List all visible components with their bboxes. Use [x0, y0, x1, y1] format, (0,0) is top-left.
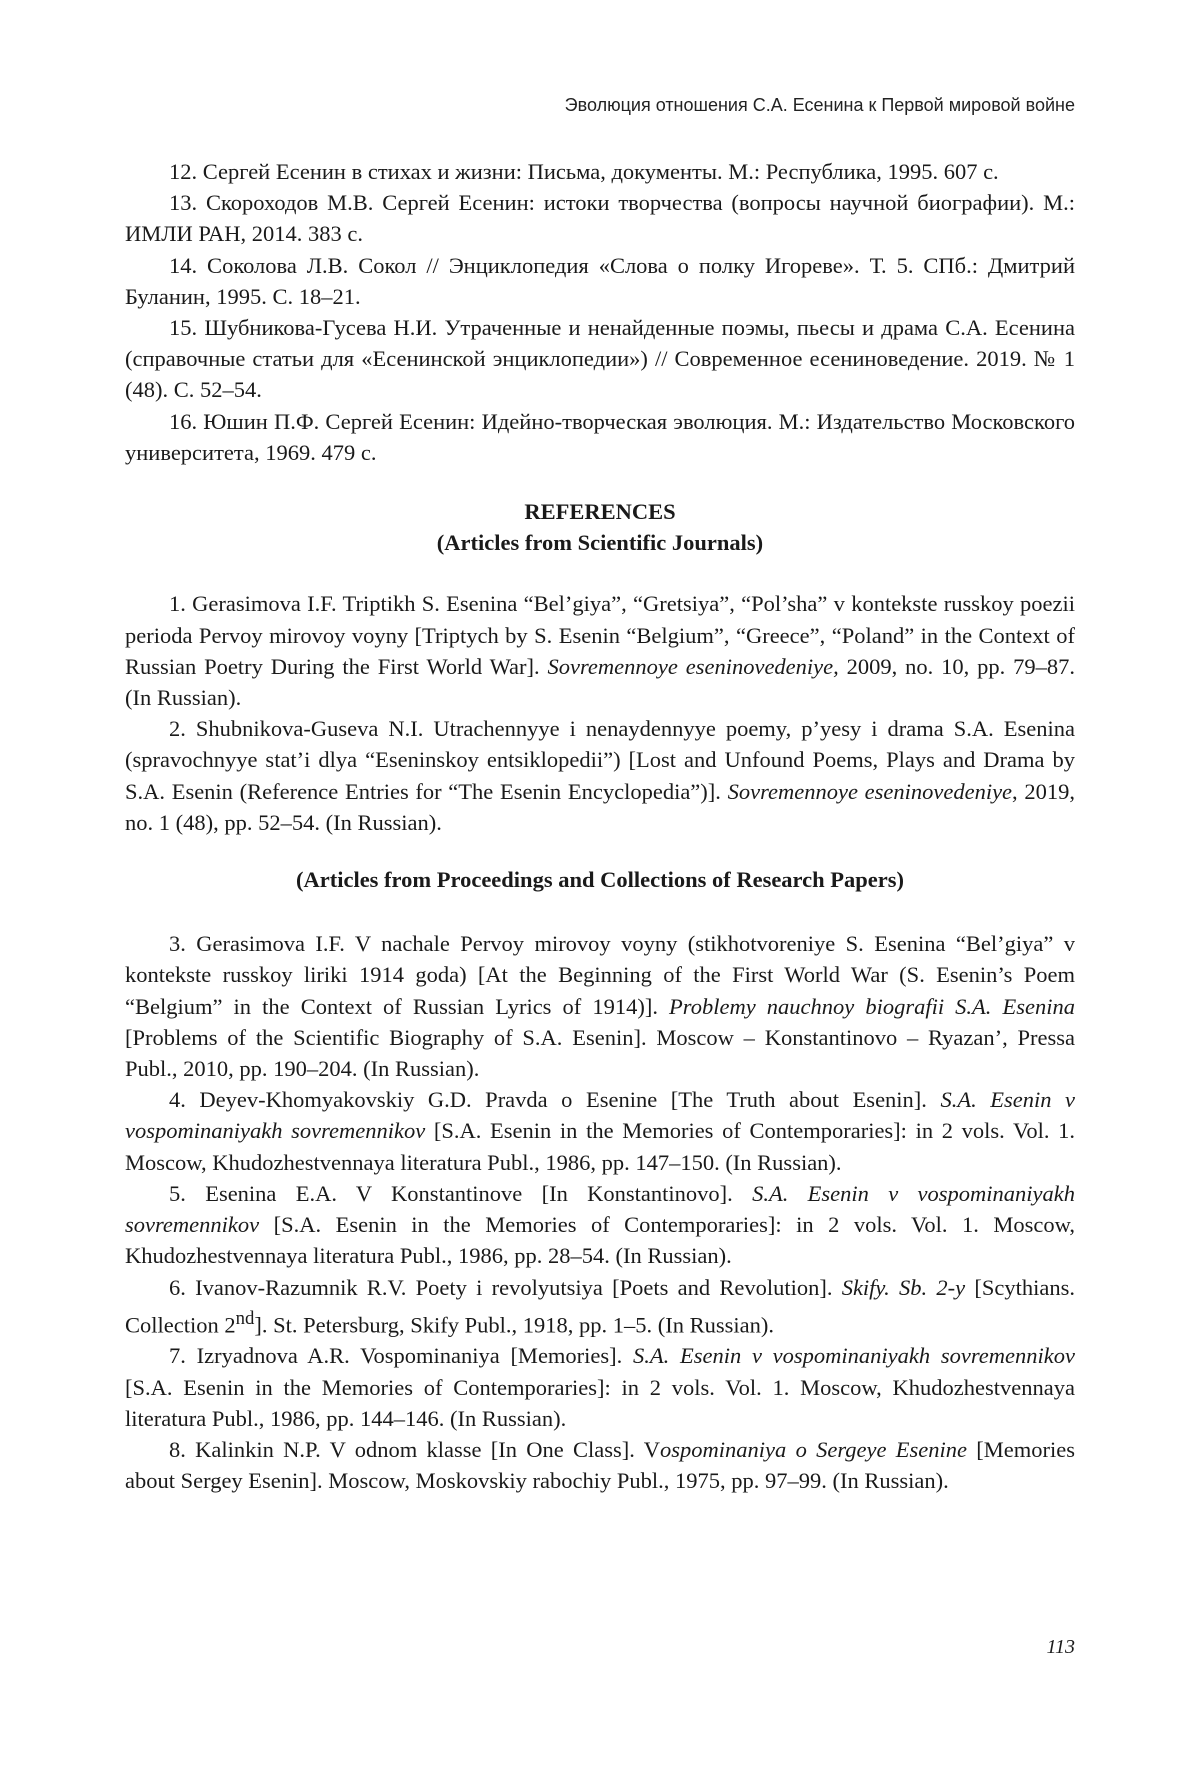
ref-source-title: S.A. Esenin v vospominaniyakh sovremennikov	[125, 1180, 1076, 1238]
section-proceedings-heading: (Articles from Proceedings and Collections of Research Papers)	[295, 867, 904, 893]
ref-source-title: Skify. Sb. 2-y	[841, 1274, 966, 1300]
ref-text: 1. Gerasimova I.F. Triptikh S. Esenina “Bel’giya”, “Gretsiya”, “Pol’sha” v kontekste russkoy poezii perioda Pervoy mirovoy voyny [Triptych by S. Esenin “Belgium”, “Greece”, “Poland” in the Context of Russian Poetry During the First World War].	[125, 591, 1075, 679]
running-header: Эволюция отношения С.А. Есенина к Первой мировой войне	[564, 95, 1075, 115]
ref-text: 3. Gerasimova I.F. V nachale Pervoy mirovoy voyny (stikhotvoreniye S. Esenina “Bel’giya” v kontekste russkoy liriki 1914 goda) [At the Beginning of the First World War (S. Esenin’s Poem “Belgium” in the Context of Russian Lyrics of 1914)].	[125, 931, 1075, 1019]
reference-2	[125, 713, 1075, 838]
ref-source-title: Problemy nauchnoy biografii S.A. Esenina	[669, 993, 1075, 1019]
reference-5	[125, 1178, 1075, 1272]
ref-text: [S.A. Esenin in the Memories of Contemporaries]: in 2 vols. Vol. 1. Moscow, Khudozhestvennaya literatura Publ., 1986, pp. 144–146. (In Russian).	[125, 1374, 1075, 1431]
reference-8	[125, 1434, 1075, 1496]
ref-text: 6. Ivanov-Razumnik R.V. Poety i revolyutsiya [Poets and Revolution].	[169, 1274, 842, 1300]
ref-text: ]. St. Petersburg, Skify Publ., 1918, pp. 1–5. (In Russian).	[254, 1312, 774, 1338]
reference-4	[125, 1084, 1075, 1178]
main-content	[125, 156, 1075, 1496]
ref-text: 2. Shubnikova-Guseva N.I. Utrachennyye i nenaydennyye poemy, p’yesy i drama S.A. Esenina (spravochnyye stat’i dlya “Eseninskoy entsiklopedii”) [Lost and Unfound Poems, Plays and Drama by S.A. Esenin (Reference Entries for “The Esenin Encyclopedia”)].	[125, 716, 1075, 804]
ref-text: [Problems of the Scientific Biography of S.A. Esenin]. Moscow – Konstantinovo – Ryazan’, Pressa Publ., 2010, pp. 190–204. (In Russian).	[125, 1024, 1075, 1082]
reference-ru-14: 14. Соколова Л.В. Сокол // Энциклопедия «Слова о полку Игореве». Т. 5. СПб.: Дмитрий Буланин, 1995. С. 18–21.	[125, 252, 1075, 309]
ref-superscript: nd	[235, 1307, 255, 1329]
ref-text: [Memories about Sergey Esenin]. Moscow, Moskovskiy rabochiy Publ., 1975, pp. 97–99. (In Russian).	[125, 1437, 1075, 1494]
ref-source-title: ospominaniya o Sergeye Esenine	[660, 1437, 967, 1463]
reference-7	[125, 1340, 1075, 1434]
ref-source-title: Sovremennoye eseninovedeniye	[727, 778, 1013, 804]
ref-text: 4. Deyev-Khomyakovskiy G.D. Pravda o Esenine [The Truth about Esenin].	[169, 1087, 941, 1113]
reference-ru-13: 13. Скороходов М.В. Сергей Есенин: истоки творчества (вопросы научной биографии). М.: ИМЛИ РАН, 2014. 383 с.	[125, 190, 1075, 247]
ref-text: 2009, no. 10, pp. 79–87. (In Russian).	[125, 653, 1075, 711]
ref-text: [S.A. Esenin in the Memories of Contemporaries]: in 2 vols. Vol. 1. Moscow, Khudozhestvennaya literatura Publ., 1986, pp. 28–54. (In Russian).	[125, 1212, 1075, 1269]
reference-ru-16: 16. Юшин П.Ф. Сергей Есенин: Идейно-творческая эволюция. М.: Издательство Московского университета, 1969. 479 с.	[125, 408, 1075, 465]
ref-text: , 2019, no. 1 (48), pp. 52–54. (In Russian).	[125, 778, 1075, 835]
ref-source-title: S.A. Esenin v vospominaniyakh sovremennikov	[633, 1343, 1075, 1369]
reference-ru-15: 15. Шубникова-Гусева Н.И. Утраченные и ненайденные поэмы, пьесы и драма С.А. Есенина (справочные статьи для «Есенинской энциклопедии») // Современное есениноведение. 2019. № 1 (48). С. 52–54.	[125, 315, 1075, 403]
ref-text: [S.A. Esenin in the Memories of Contemporaries]: in 2 vols. Vol. 1. Moscow, Khudozhestvennaya literatura Publ., 1986, pp. 147–150. (In Russian).	[125, 1118, 1075, 1175]
reference-1	[125, 588, 1075, 713]
reference-6	[125, 1272, 1075, 1341]
ref-text: [Scythians. Collection 2	[125, 1274, 1075, 1338]
references-heading: REFERENCES	[524, 499, 676, 525]
page-number: 113	[1046, 1636, 1075, 1658]
ref-text: 8. Kalinkin N.P. V odnom klasse [In One Class]. V	[169, 1437, 661, 1463]
section-journals-heading: (Articles from Scientific Journals)	[436, 530, 764, 556]
reference-ru-12: 12. Сергей Есенин в стихах и жизни: Письма, документы. М.: Республика, 1995. 607 с.	[169, 159, 999, 184]
ref-source-title: Sovremennoye eseninovedeniye,	[547, 653, 839, 679]
ref-text: 7. Izryadnova A.R. Vospominaniya [Memories].	[169, 1343, 634, 1369]
ref-text: 5. Esenina E.A. V Konstantinove [In Konstantinovo].	[169, 1180, 753, 1206]
ref-source-title: S.A. Esenin v vospominaniyakh sovremennikov	[125, 1087, 1075, 1144]
reference-3	[125, 928, 1075, 1084]
